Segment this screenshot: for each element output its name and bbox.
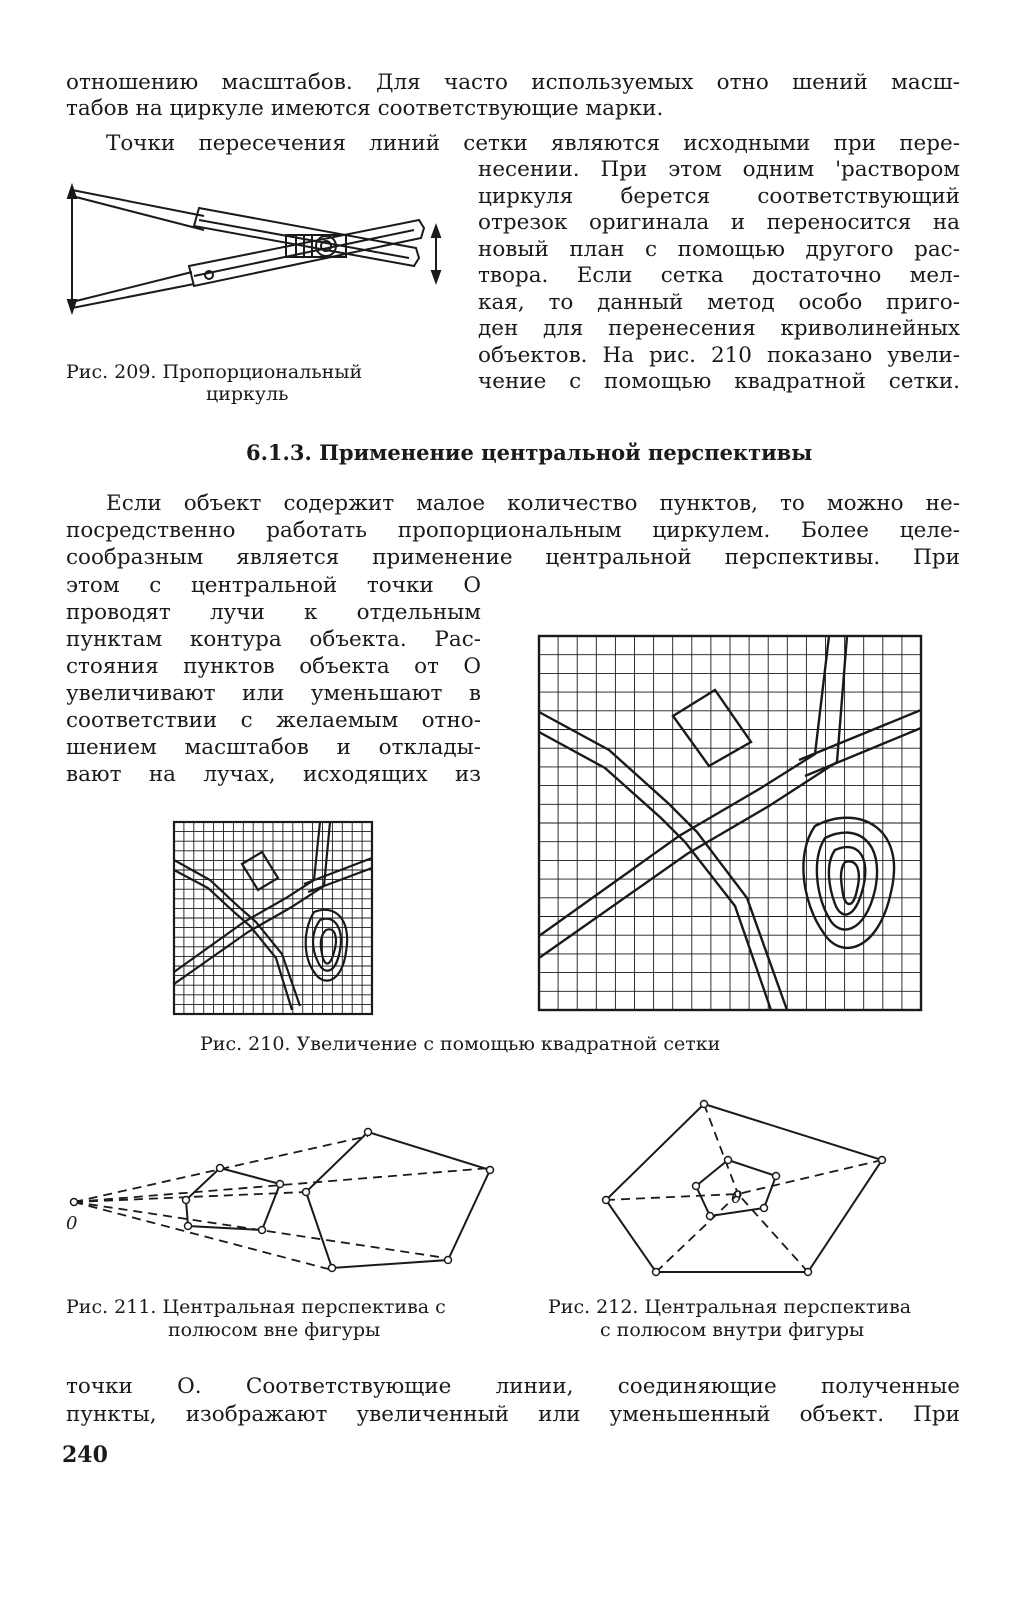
text-line: несении. При этом одним 'раствором (478, 157, 960, 182)
figure-caption: полюсом вне фигуры (168, 1319, 381, 1341)
small-grid-figure (174, 822, 372, 1014)
figure-caption: Рис. 209. Пропорциональный (66, 361, 363, 383)
text-line: точки О. Соответствующие линии, соединяющие полученные (66, 1374, 960, 1399)
pole-label: 0 (66, 1213, 78, 1234)
text-line: отрезок оригинала и переносится на (478, 210, 960, 235)
text-line: сообразным является применение центральной перспективы. При (66, 545, 960, 570)
text-line: табов на циркуле имеются соответствующие марки. (66, 96, 664, 121)
text-line: вают на лучах, исходящих из (66, 762, 481, 787)
text-line: этом с центральной точки О (66, 573, 481, 598)
perspective-inside-figure (598, 1096, 888, 1280)
text-line: ден для перенесения криволинейных (478, 316, 960, 341)
text-line: циркуля берется соответствующий (478, 184, 960, 209)
text-line: стояния пунктов объекта от О (66, 654, 481, 679)
text-line: отношению масштабов. Для часто используемых отно шений масш- (66, 70, 960, 95)
text-line: пунктам контура объекта. Рас- (66, 627, 481, 652)
text-line: кая, то данный метод особо приго- (478, 290, 960, 315)
perspective-outside-figure (62, 1120, 512, 1280)
figure-caption: циркуль (206, 383, 289, 405)
text-line: чение с помощью квадратной сетки. (478, 369, 960, 394)
text-line: объектов. На рис. 210 показано увели- (478, 343, 960, 368)
text-line: проводят лучи к отдельным (66, 600, 481, 625)
page-number: 240 (62, 1442, 108, 1468)
proportional-compass-figure (64, 180, 444, 320)
text-line: соответствии с желаемым отно- (66, 708, 481, 733)
text-line: твора. Если сетка достаточно мел- (478, 263, 960, 288)
figure-caption: с полюсом внутри фигуры (600, 1319, 865, 1341)
text-line: Точки пересечения линий сетки являются исходными при пере- (106, 131, 960, 156)
text-line: пункты, изображают увеличенный или уменьшенный объект. При (66, 1402, 960, 1427)
text-line: Если объект содержит малое количество пунктов, то можно не- (106, 491, 960, 516)
text-line: посредственно работать пропорциональным циркулем. Более целе- (66, 518, 960, 543)
large-grid-figure (539, 636, 921, 1010)
text-line: шением масштабов и отклады- (66, 735, 481, 760)
figure-caption: Рис. 211. Центральная перспектива с (66, 1296, 446, 1318)
text-line: новый план с помощью другого рас- (478, 237, 960, 262)
section-title: 6.1.3. Применение центральной перспективы (246, 440, 813, 465)
figure-caption: Рис. 210. Увеличение с помощью квадратной сетки (200, 1033, 721, 1055)
figure-caption: Рис. 212. Центральная перспектива (548, 1296, 912, 1318)
text-line: увеличивают или уменьшают в (66, 681, 481, 706)
pole-label: 0 (731, 1188, 742, 1208)
